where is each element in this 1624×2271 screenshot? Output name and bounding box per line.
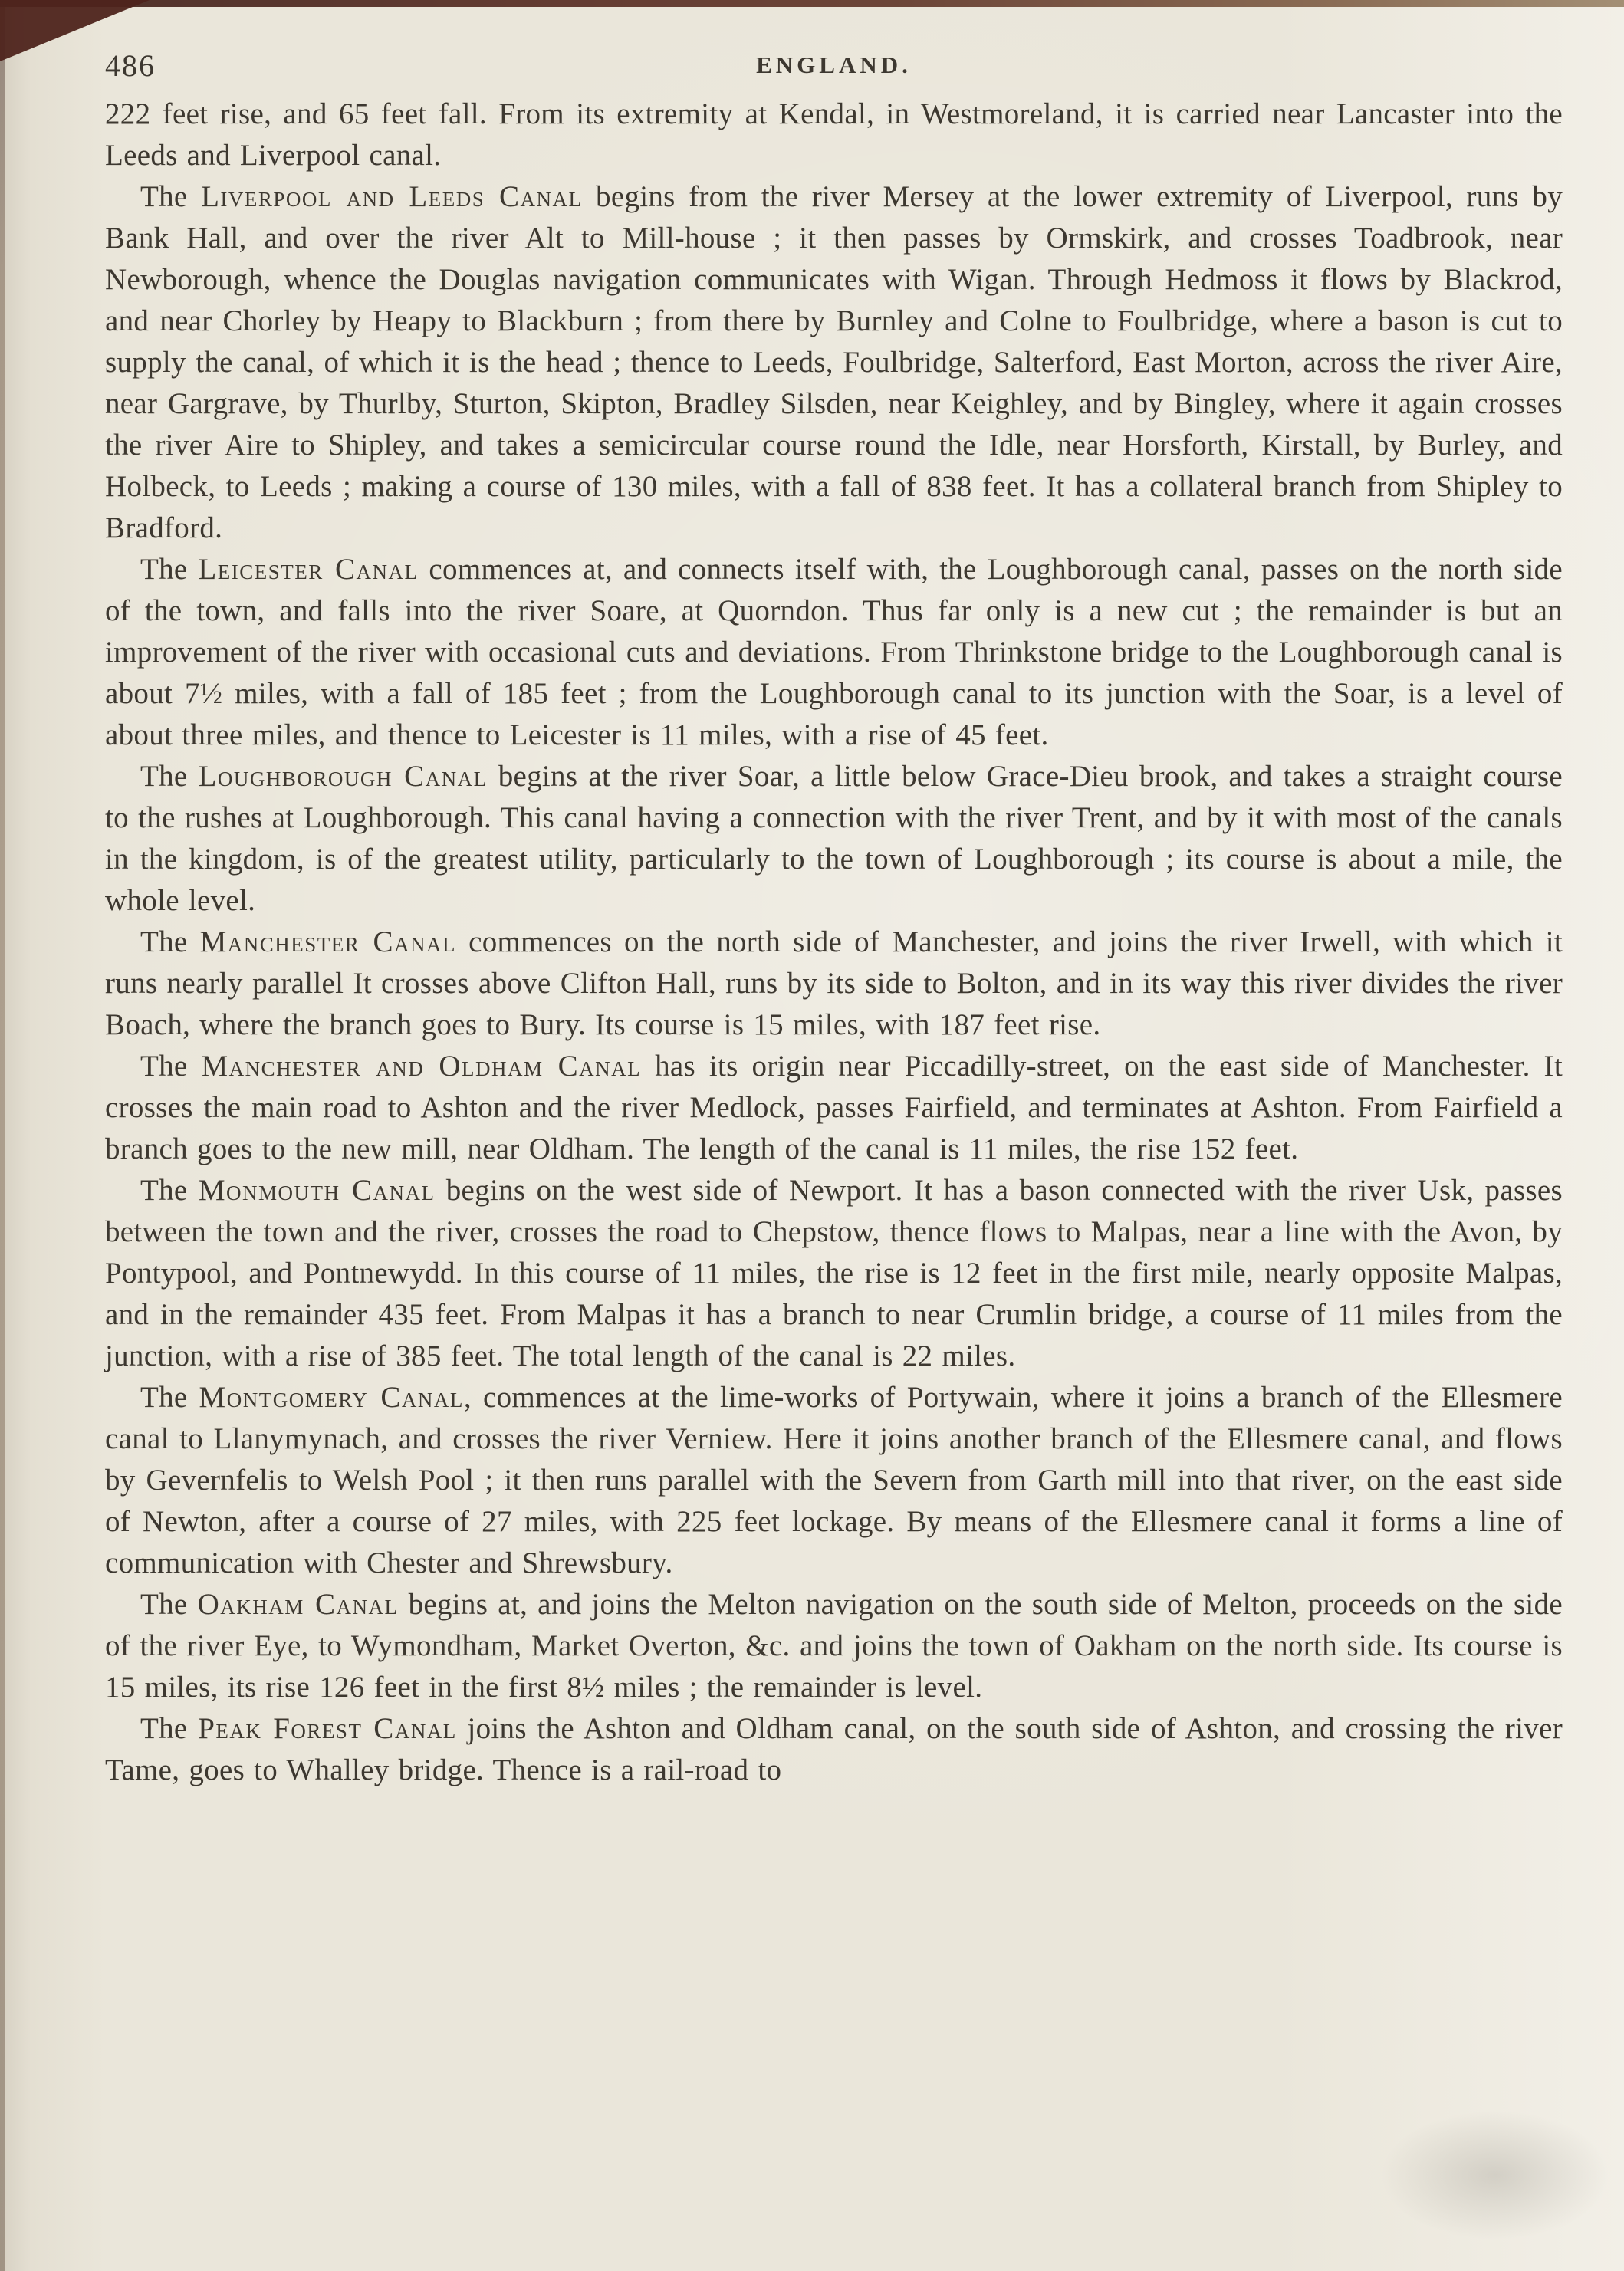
text-segment: The <box>140 1050 202 1083</box>
canal-name: Liverpool and Leeds Canal <box>201 180 583 213</box>
text-segment: The <box>140 553 199 586</box>
running-head: ENGLAND. <box>756 51 912 78</box>
text-segment: 222 feet rise, and 65 feet fall. From its extremity at Kendal, in Westmoreland, it is carried near Lancaster into the Leeds and Liverpool canal. <box>105 97 1563 172</box>
canal-name: Leicester Canal <box>198 553 419 586</box>
canal-name: Montgomery Canal <box>199 1381 464 1414</box>
page-header <box>105 48 1563 86</box>
scan-edge-left <box>0 0 5 2271</box>
text-segment: begins from the river Mersey at the lower extremity of Liverpool, runs by Bank Hall, and over the river Alt to Mill-house ; it then passes by Ormskirk, and crosses Toadbrook, near Newborough, whence the Douglas navigation communicates with Wigan. Through Hedmoss it flows by Blackrod, and near Chorley by Heapy to Blackburn ; from there by Burnley and Colne to Foulbridge, where a bason is cut to supply the canal, of which it is the head ; thence to Leeds, Foulbridge, Salterford, East Morton, across the river Aire, near Gargrave, by Thurlby, Sturton, Skipton, Bradley Silsden, near Keighley, and by Bingley, where it again crosses the river Aire to Shipley, and takes a semicircular course round the Idle, near Horsforth, Kirstall, by Burley, and Holbeck, to Leeds ; making a course of 130 miles, with a fall of 838 feet. It has a collateral branch from Shipley to Bradford. <box>105 180 1563 544</box>
paragraph <box>105 1584 1563 1708</box>
canal-name: Loughborough Canal <box>198 760 488 793</box>
scan-edge-top <box>0 0 1624 7</box>
text-segment: The <box>140 1381 199 1414</box>
text-segment: commences at, and connects itself with, the Loughborough canal, passes on the north side of the town, and falls into the river Soare, at Quorndon. Thus far only is a new cut ; the remainder is but an improvement of the river with occasional cuts and deviations. From Thrinkstone bridge to the Loughborough canal is about 7½ miles, with a fall of 185 feet ; from the Loughborough canal to its junction with the Soar, is a level of about three miles, and thence to Leicester is 11 miles, with a rise of 45 feet. <box>105 553 1563 751</box>
text-segment: commences on the north side of Manchester, and joins the river Irwell, with which it runs nearly parallel It crosses above Clifton Hall, runs by its side to Bolton, and in its way this river divides the river Boach, where the branch goes to Bury. Its course is 15 miles, with 187 feet rise. <box>105 925 1563 1041</box>
text-segment: begins on the west side of Newport. It has a bason connected with the river Usk, passes between the town and the river, crosses the road to Chepstow, thence flows to Malpas, near a line with the Avon, by Pontypool, and Pontnewydd. In this course of 11 miles, the rise is 12 feet in the first mile, nearly opposite Malpas, and in the remainder 435 feet. From Malpas it has a branch to near Crumlin bridge, a course of 11 miles from the junction, with a rise of 385 feet. The total length of the canal is 22 miles. <box>105 1174 1563 1372</box>
canal-name: Monmouth Canal <box>198 1174 436 1207</box>
text-segment: , commences at the lime-works of Portywain, where it joins a branch of the Ellesmere canal to Llanymynach, and crosses the river Verniew. Here it joins another branch of the Ellesmere canal, and flows by Gevernfelis to Welsh Pool ; it then runs parallel with the Severn from Garth mill into that river, on the east side of Newton, after a course of 27 miles, with 225 feet lockage. By means of the Ellesmere canal it forms a line of communication with Chester and Shrewsbury. <box>105 1381 1563 1579</box>
text-segment: The <box>140 1174 199 1207</box>
paragraph <box>105 1377 1563 1584</box>
canal-name: Peak Forest Canal <box>198 1712 457 1745</box>
text-segment: The <box>140 1588 198 1621</box>
paragraph <box>105 94 1563 176</box>
text-segment: The <box>140 180 202 213</box>
canal-name: Manchester Canal <box>199 925 457 958</box>
paragraph <box>105 922 1563 1046</box>
paragraph <box>105 1046 1563 1170</box>
text-segment: begins at, and joins the Melton navigation on the south side of Melton, proceeds on the side of the river Eye, to Wymondham, Market Overton, &c. and joins the town of Oakham on the north side. Its course is 15 miles, its rise 126 feet in the first 8½ miles ; the remainder is level. <box>105 1588 1563 1704</box>
paragraph <box>105 1170 1563 1377</box>
page-body <box>105 94 1563 1791</box>
paragraph <box>105 176 1563 549</box>
scan-smudge-bottom-right <box>1380 2110 1610 2240</box>
text-segment: The <box>140 1712 199 1745</box>
canal-name: Manchester and Oldham Canal <box>201 1050 642 1083</box>
paragraph <box>105 549 1563 756</box>
text-segment: begins at the river Soar, a little below Grace-Dieu brook, and takes a straight course to the rushes at Loughborough. This canal having a connection with the river Trent, and by it with most of the canals in the kingdom, is of the greatest utility, particularly to the town of Loughborough ; its course is about a mile, the whole level. <box>105 760 1563 917</box>
paragraph <box>105 1708 1563 1791</box>
text-segment: has its origin near Piccadilly-street, on the east side of Manchester. It crosses the main road to Ashton and the river Medlock, passes Fairfield, and terminates at Ashton. From Fairfield a branch goes to the new mill, near Oldham. The length of the canal is 11 miles, the rise 152 feet. <box>105 1050 1563 1165</box>
text-segment: The <box>140 925 200 958</box>
page-number: 486 <box>105 48 156 83</box>
canal-name: Oakham Canal <box>197 1588 399 1621</box>
paragraph <box>105 756 1563 922</box>
text-segment: The <box>140 760 199 793</box>
text-segment: joins the Ashton and Oldham canal, on the south side of Ashton, and crossing the river Tame, goes to Whalley bridge. Thence is a rail-road to <box>105 1712 1563 1786</box>
